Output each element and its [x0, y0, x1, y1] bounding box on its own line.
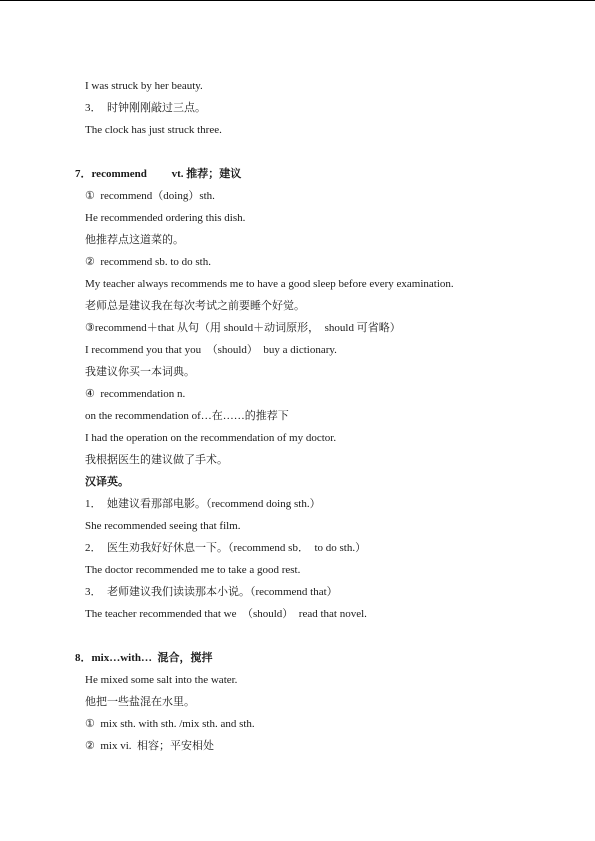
exercise-answer: The teacher recommended that we （should） read that novel.	[85, 608, 367, 620]
exercise-title: 汉译英。	[85, 476, 129, 488]
exercise-item: 2． 医生劝我好好休息一下。（recommend sb． to do sth.）	[85, 542, 367, 554]
usage-pattern: ② recommend sb. to do sth.	[85, 256, 211, 268]
usage-pattern: ① mix sth. with sth. /mix sth. and sth.	[85, 718, 255, 730]
translation: 老师总是建议我在每次考试之前要睡个好觉。	[85, 300, 305, 312]
usage-pattern: ① recommend（doing）sth.	[85, 190, 215, 202]
translation: 他把一些盐混在水里。	[85, 696, 195, 708]
example-sentence: He mixed some salt into the water.	[85, 674, 238, 686]
example-sentence: The clock has just struck three.	[85, 124, 222, 136]
example-sentence: He recommended ordering this dish.	[85, 212, 246, 224]
translation: 我建议你买一本词典。	[85, 366, 195, 378]
usage-pattern: ③recommend＋that 从句（用 should＋动词原形， should 可省略）	[85, 322, 401, 334]
exercise-item: 3． 老师建议我们读读那本小说。（recommend that）	[85, 586, 338, 598]
translation: 他推荐点这道菜的。	[85, 234, 184, 246]
example-sentence: My teacher always recommends me to have a good sleep before every examination.	[85, 278, 454, 290]
page-top-border	[0, 0, 595, 1]
exercise-item: 3． 时钟刚刚敲过三点。	[85, 102, 206, 114]
section-heading-recommend: 7．recommend vt. 推荐；建议	[75, 168, 242, 180]
example-sentence: I was struck by her beauty.	[85, 80, 203, 92]
usage-pattern: ④ recommendation n.	[85, 388, 186, 400]
usage-pattern: ② mix vi. 相容；平安相处	[85, 740, 215, 752]
exercise-answer: She recommended seeing that film.	[85, 520, 241, 532]
translation: 我根据医生的建议做了手术。	[85, 454, 228, 466]
example-sentence: I had the operation on the recommendation of my doctor.	[85, 432, 337, 444]
exercise-answer: The doctor recommended me to take a good rest.	[85, 564, 301, 576]
section-heading-mix: 8．mix…with… 混合，搅拌	[75, 652, 213, 664]
example-sentence: I recommend you that you （should） buy a dictionary.	[85, 344, 337, 356]
usage-pattern: on the recommendation of…在……的推荐下	[85, 410, 289, 422]
exercise-item: 1． 她建议看那部电影。（recommend doing sth.）	[85, 498, 321, 510]
